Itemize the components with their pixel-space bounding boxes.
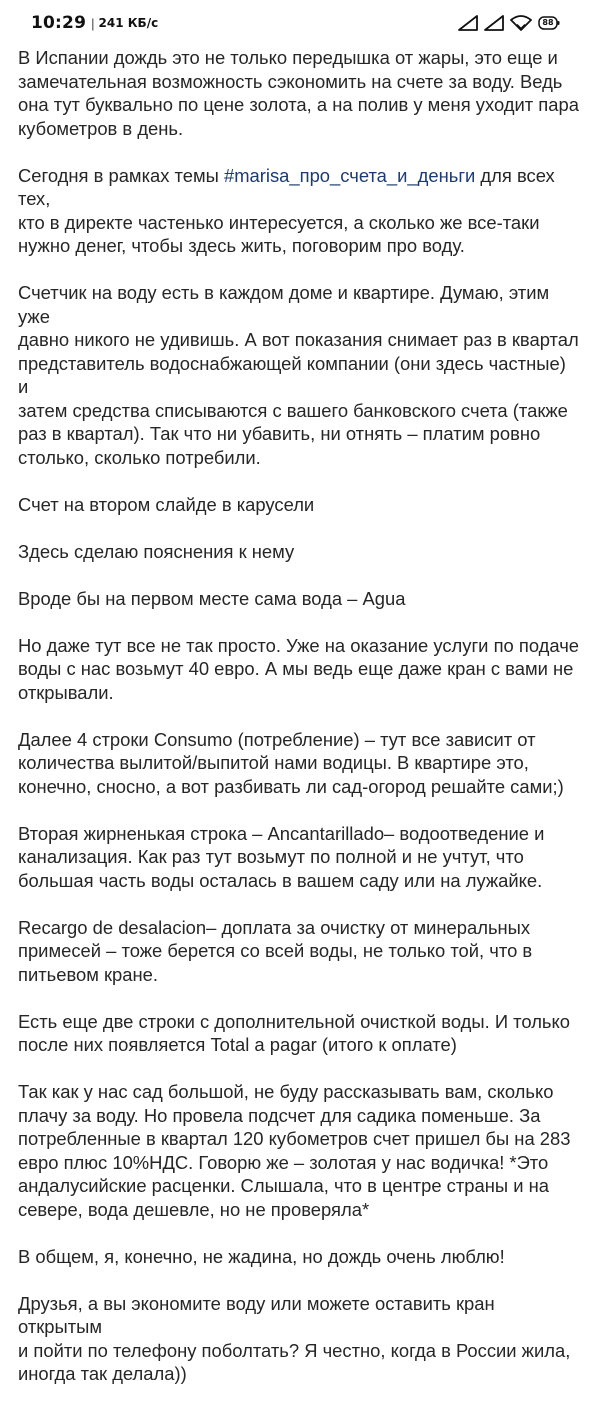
paragraph: Далее 4 строки Consumo (потребление) – тут все зависит от количества вылитой/выпитой нами водицы. В квартире это, конечно, сносно, а вот разбивать ли сад-огород решайте сами;) (18, 728, 564, 797)
paragraph: Но даже тут все не так просто. Уже на оказание услуги по подаче воды с нас возьмут 40 евро. А мы ведь еще даже кран с вами не открывали. (18, 634, 580, 703)
paragraph: Вторая жирненькая строка – Ancantarillado– водоотведение и канализация. Как раз тут возьмут по полной и не учтут, что большая часть воды осталась в вашем саду или на лужайке. (18, 822, 545, 891)
wifi-icon (510, 15, 532, 31)
hashtag-link[interactable]: #marisa_про_счета_и_деньги (223, 164, 476, 186)
signal-icon (458, 15, 478, 31)
status-separator: | (91, 15, 95, 31)
paragraph: Так как у нас сад большой, не буду рассказывать вам, сколько плачу за воду. Но провела подсчет для садика поменьше. За потребленные в квартал 120 кубометров счет пришел бы на 283 евро плюс 10%НДС. Говорю же – золотая у нас водичка! *Это андалусийские расценки. Слышала, что в центре страны и на севере, вода дешевле, но не проверяла* (18, 1081, 571, 1220)
paragraph (18, 164, 580, 258)
network-speed: 241 КБ/с (98, 16, 159, 30)
status-bar-right (458, 15, 560, 31)
status-bar-left (31, 13, 158, 33)
paragraph: Друзья, а вы экономите воду или можете оставить кран открытым и пойти по телефону поболтать? Я честно, когда в России жила, иногда так делала)) (18, 1292, 571, 1384)
paragraph: В общем, я, конечно, не жадина, но дождь очень люблю! (18, 1245, 505, 1267)
signal-icon (484, 15, 504, 31)
status-bar (0, 0, 590, 46)
paragraph: Вроде бы на первом месте сама вода – Agua (18, 587, 406, 609)
paragraph: Recargo de desalacion– доплата за очистку от минеральных примесей – тоже берется со всей воды, не только той, что в питьевом кране. (18, 916, 533, 985)
battery-icon (538, 16, 560, 30)
paragraph: Счетчик на воду есть в каждом доме и квартире. Думаю, этим уже давно никого не удивишь. А вот показания снимает раз в квартал представитель водоснабжающей компании (они здесь частные) и затем средства списываются с вашего банковского счета (также раз в квартал). Так что ни убавить, ни отнять – платим ровно столько, сколько потребили. (18, 282, 579, 468)
paragraph: В Испании дождь это не только передышка от жары, это еще и замечательная возможность сэкономить на счете за воду. Ведь она тут буквально по цене золота, а на полив у меня уходит пара кубометров в день. (18, 47, 579, 139)
paragraph: Счет на втором слайде в карусели (18, 493, 315, 515)
battery-level: 88 (542, 18, 554, 27)
post-caption (18, 46, 580, 1409)
paragraph: Есть еще две строки с дополнительной очисткой воды. И только после них появляется Total a pagar (итого к оплате) (18, 1010, 570, 1055)
paragraph: Здесь сделаю пояснения к нему (18, 540, 295, 562)
paragraph-text: Сегодня в рамках темы (18, 164, 224, 186)
clock: 10:29 (31, 13, 87, 33)
paragraph-text: для всех тех, кто в директе частенько интересуется, а сколько же все-таки нужно денег, чтобы здесь жить, поговорим про воду. (18, 164, 555, 256)
